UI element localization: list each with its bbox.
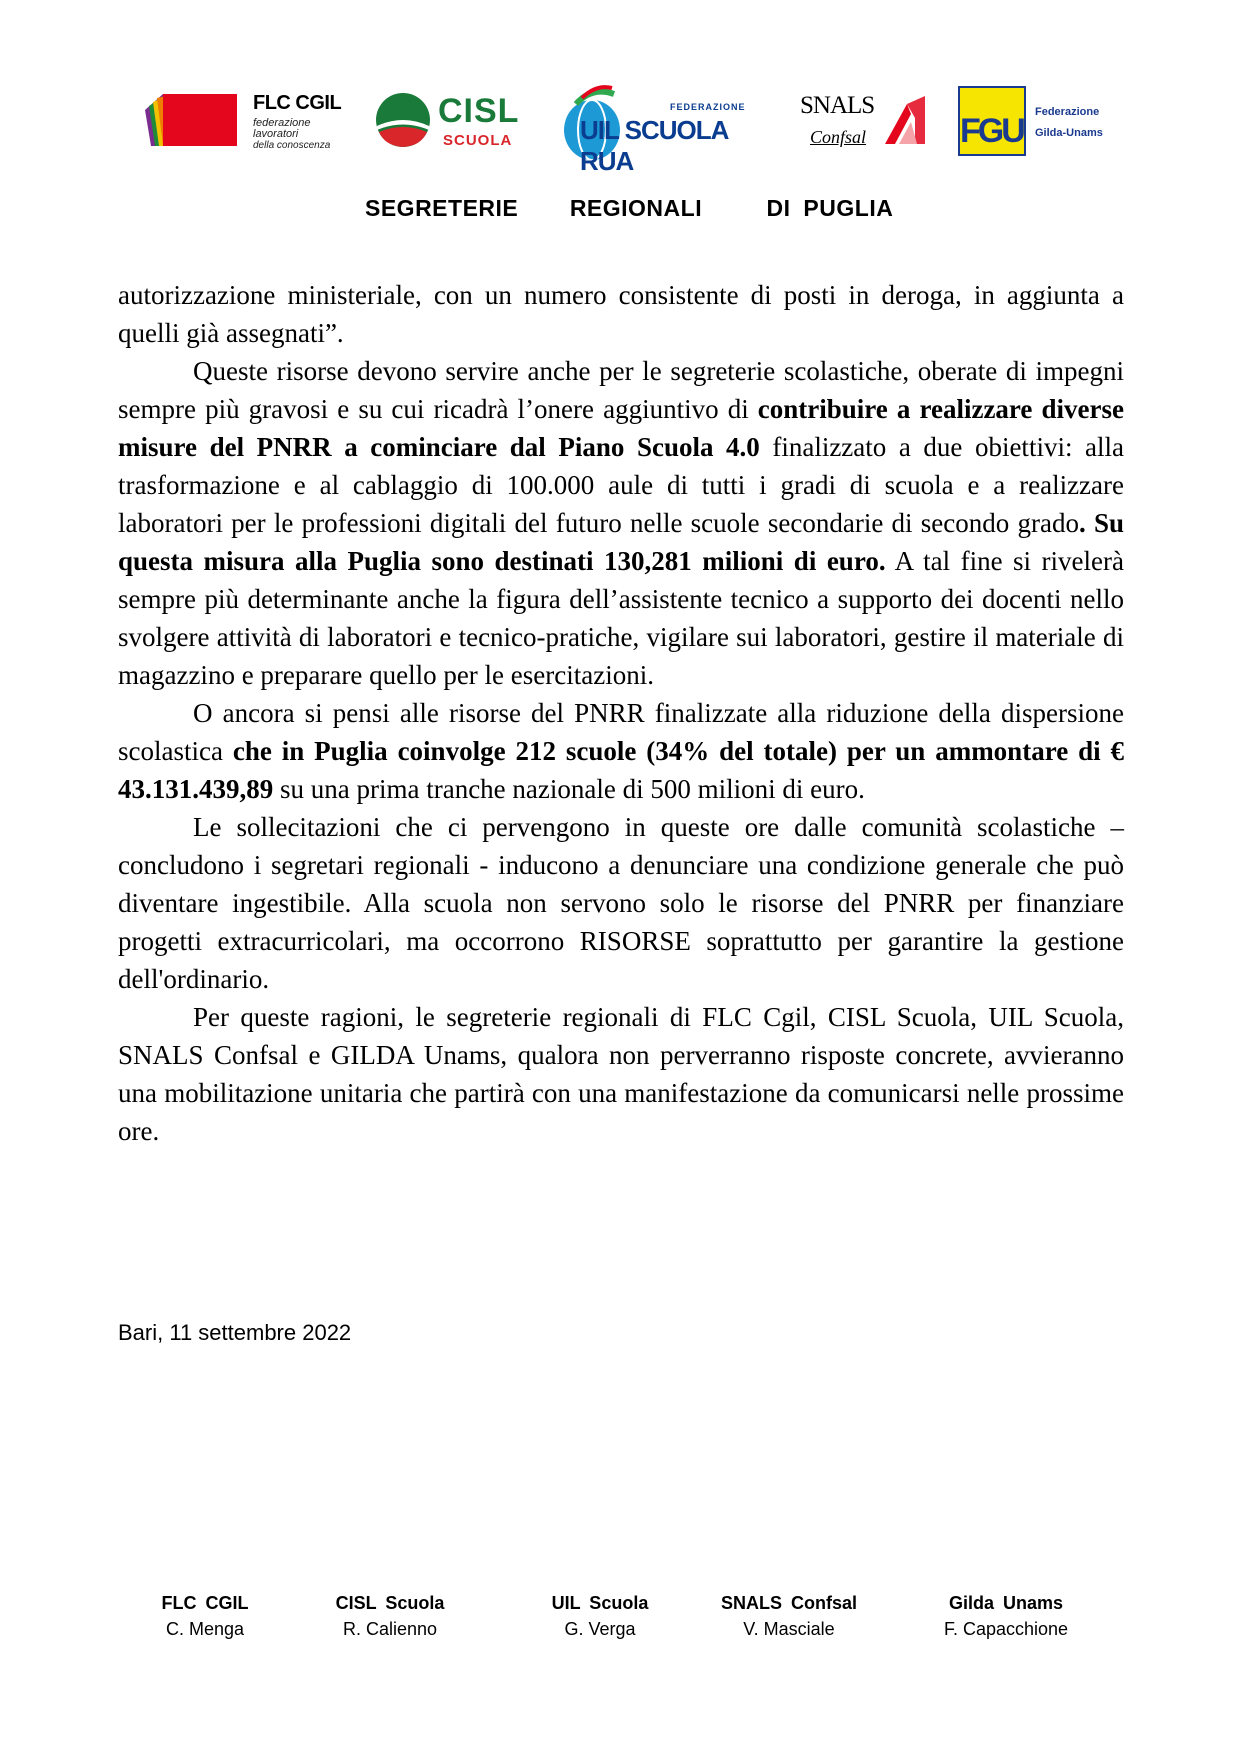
uil-logo-name: UIL SCUOLA RUA: [580, 115, 728, 176]
paragraph-2: Queste risorse devono servire anche per le segreterie scolastiche, oberate di impegni sempre più gravosi e su cui ricadrà l’onere aggiuntivo di contribuire a realizzare diverse misure del PNRR a cominciare dal Piano Scuola 4.0 finalizzato a due obiettivi: alla trasformazione e al cablaggio di 100.000 aule di tutti i gradi di scuola e a realizzare laboratori per le professioni digitali del futuro nelle scuole secondarie di secondo grado. Su questa misura alla Puglia sono destinati 130,281 milioni di euro. A tal fine si rivelerà sempre più determinante anche la figura dell’assistente tecnico a supporto dei docenti nello svolgere attività di laboratori e tecnico-pratiche, vigilare sui laboratori, gestire il materiale di magazzino e preparare quello per le esercitazioni.: [118, 356, 1124, 690]
uil-logo-federation: FEDERAZIONE: [670, 102, 746, 112]
gilda-unams-logo: [958, 82, 1108, 162]
flc-logo-subtitle: federazione lavoratori della conoscenza: [253, 117, 331, 151]
signature-person: C. Menga: [165, 1619, 245, 1639]
signature-org: SNALS Confsal: [720, 1593, 857, 1613]
signature-flc-cgil: [105, 1590, 305, 1642]
signature-cisl-scuola: [290, 1590, 490, 1642]
signature-person: F. Capacchione: [943, 1619, 1069, 1639]
uil-scuola-logo: [562, 82, 762, 176]
paragraph-1: autorizzazione ministeriale, con un numero consistente di posti in deroga, in aggiunta a quelli già assegnati”.: [118, 280, 1124, 348]
logo-header: [0, 82, 1241, 176]
flc-flag-icon: [145, 94, 237, 146]
signature-org: Gilda Unams: [948, 1593, 1064, 1613]
paragraph-5: Per queste ragioni, le segreterie regionali di FLC Cgil, CISL Scuola, UIL Scuola, SNALS Confsal e GILDA Unams, qualora non perverranno risposte concrete, avvieranno una mobilitazione unitaria che partirà con una manifestazione da comunicarsi nelle prossime ore.: [118, 1002, 1124, 1146]
signature-org: UIL Scuola: [551, 1593, 649, 1613]
signature-gilda-unams: [906, 1590, 1106, 1642]
snals-confsal-logo: [800, 82, 925, 162]
gilda-logo-subtitle: Federazione Gilda-Unams: [1035, 106, 1103, 139]
signature-snals-confsal: [689, 1590, 889, 1642]
document-heading: SEGRETERIE REGIONALI DI PUGLIA: [365, 195, 894, 221]
document-date: Bari, 11 settembre 2022: [118, 1320, 352, 1345]
gilda-logo-letters: FGU: [960, 112, 1023, 150]
cisl-logo-subtitle: SCUOLA: [443, 132, 513, 149]
cisl-logo-name: CISL: [438, 92, 520, 130]
signatures: [0, 1590, 1241, 1650]
signature-person: G. Verga: [564, 1619, 636, 1639]
cisl-scuola-logo: [375, 82, 535, 162]
signature-org: FLC CGIL: [161, 1593, 249, 1613]
flc-logo-name: FLC CGIL: [253, 92, 342, 114]
snals-logo-subtitle: Confsal: [810, 127, 867, 147]
snals-logo-name: SNALS: [800, 92, 875, 119]
snals-mark-icon: [885, 96, 925, 144]
signature-person: V. Masciale: [743, 1619, 835, 1639]
signature-person: R. Calienno: [342, 1619, 438, 1639]
flc-cgil-logo: [145, 82, 360, 162]
signature-uil-scuola: [500, 1590, 700, 1642]
signature-org: CISL Scuola: [335, 1593, 445, 1613]
paragraph-4: Le sollecitazioni che ci pervengono in queste ore dalle comunità scolastiche – concludono i segretari regionali - inducono a denunciare una condizione generale che può diventare ingestibile. Alla scuola non servono solo le risorse del PNRR per finanziare progetti extracurricolari, ma occorrono RISORSE soprattutto per garantire la gestione dell'ordinario.: [118, 812, 1124, 994]
paragraph-3: O ancora si pensi alle risorse del PNRR finalizzate alla riduzione della dispersione scolastica che in Puglia coinvolge 212 scuole (34% del totale) per un ammontare di € 43.131.439,89 su una prima tranche nazionale di 500 milioni di euro.: [118, 698, 1124, 804]
cisl-mark-icon: [375, 92, 431, 148]
document-body: [118, 276, 1124, 1150]
